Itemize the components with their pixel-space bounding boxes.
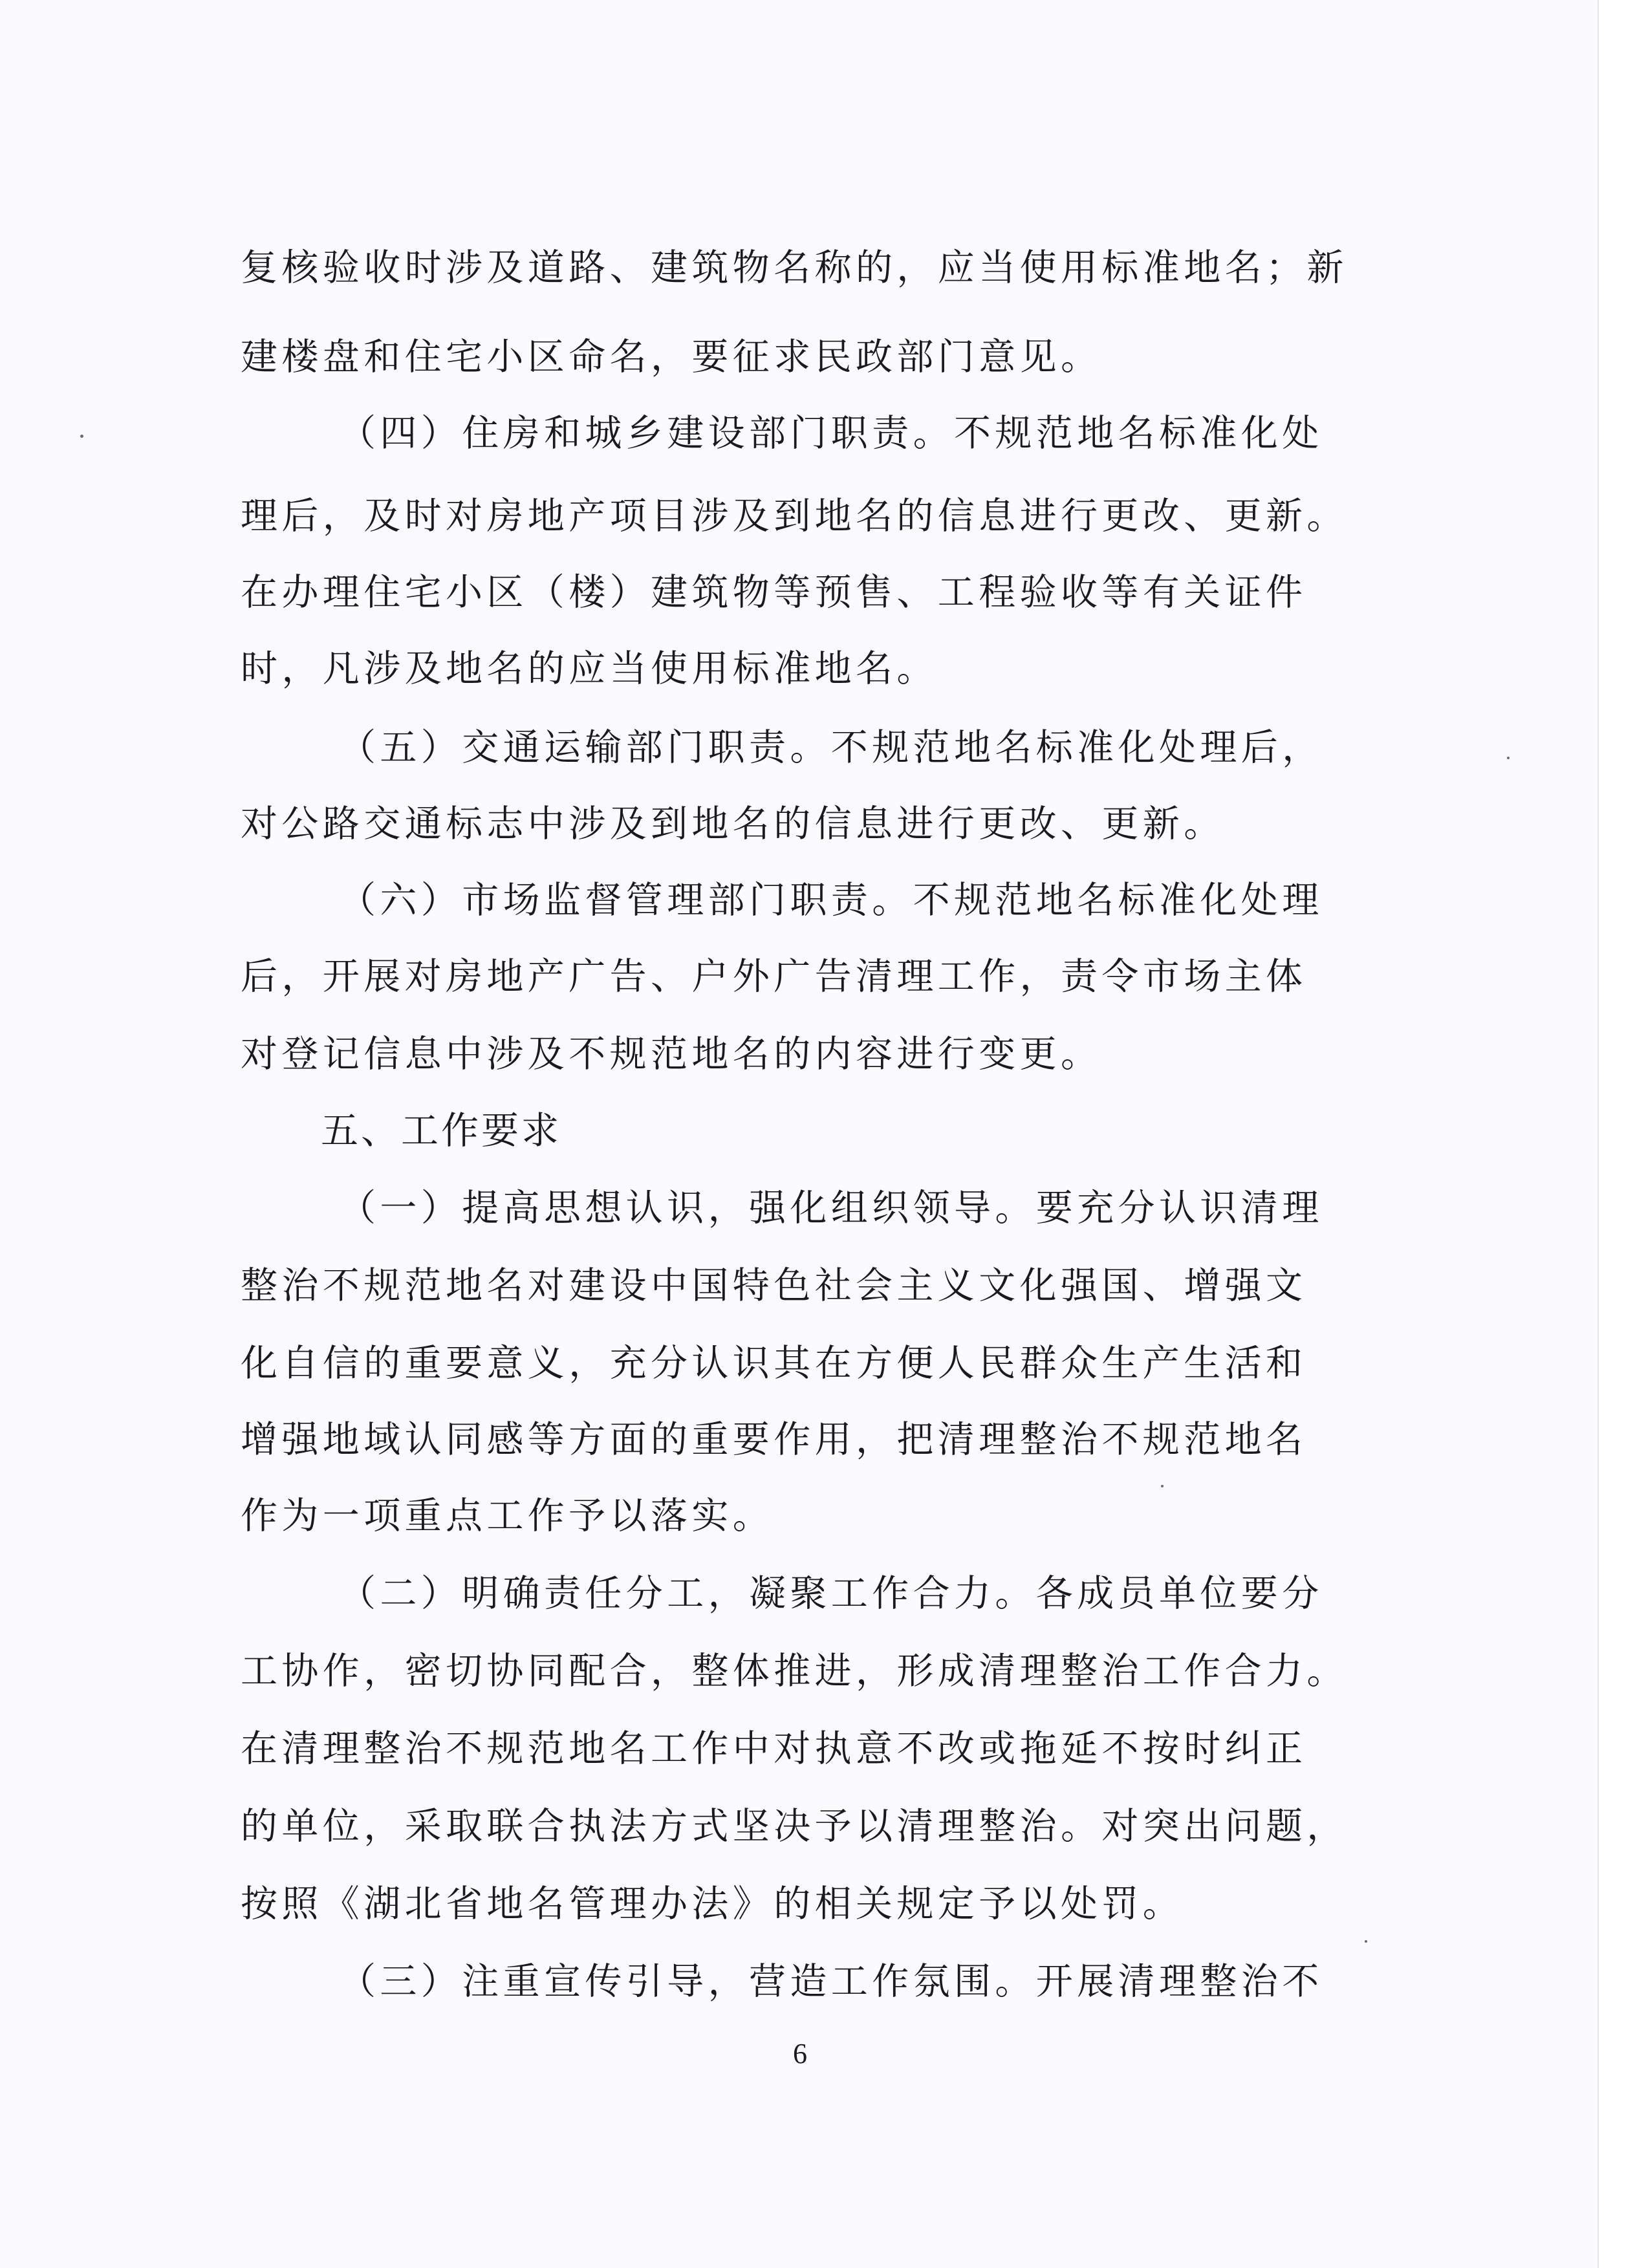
text-line: 时，凡涉及地名的应当使用标准地名。 <box>241 647 938 690</box>
text-line: 作为一项重点工作予以落实。 <box>241 1495 774 1537</box>
paragraph-start-line: （二）明确责任分工，凝聚工作合力。各成员单位要分 <box>339 1572 1323 1615</box>
text-line: 按照《湖北省地名管理办法》的相关规定予以处罚。 <box>241 1883 1184 1925</box>
scan-speck <box>1507 757 1510 759</box>
section-heading: 五、工作要求 <box>321 1108 562 1152</box>
paragraph-start-line: （五）交通运输部门职责。不规范地名标准化处理后， <box>339 726 1323 769</box>
scan-speck <box>80 435 83 438</box>
text-line: 在清理整治不规范地名工作中对执意不改或拖延不按时纠正 <box>241 1727 1307 1770</box>
text-line: 建楼盘和住宅小区命名，要征求民政部门意见。 <box>241 336 1102 378</box>
page-number: 6 <box>793 2038 807 2069</box>
text-line: 工协作，密切协同配合，整体推进，形成清理整治工作合力。 <box>241 1650 1348 1692</box>
text-line: 对登记信息中涉及不规范地名的内容进行变更。 <box>241 1033 1102 1075</box>
paragraph-start-line: （三）注重宣传引导，营造工作氛围。开展清理整治不 <box>339 1960 1323 2003</box>
text-line: 在办理住宅小区（楼）建筑物等预售、工程验收等有关证件 <box>241 571 1307 614</box>
scan-speck <box>1161 1485 1164 1487</box>
text-line: 整治不规范地名对建设中国特色社会主义文化强国、增强文 <box>241 1264 1307 1307</box>
text-line: 后，开展对房地产广告、户外广告清理工作，责令市场主体 <box>241 955 1307 998</box>
text-line: 复核验收时涉及道路、建筑物名称的，应当使用标准地名；新 <box>241 246 1348 289</box>
paragraph-start-line: （一）提高思想认识，强化组织领导。要充分认识清理 <box>339 1187 1323 1229</box>
scan-edge <box>1597 0 1635 2268</box>
text-line: 对公路交通标志中涉及到地名的信息进行更改、更新。 <box>241 803 1225 845</box>
paragraph-start-line: （六）市场监督管理部门职责。不规范地名标准化处理 <box>339 879 1323 922</box>
text-line: 化自信的重要意义，充分认识其在方便人民群众生产生活和 <box>241 1342 1307 1385</box>
text-line: 的单位，采取联合执法方式坚决予以清理整治。对突出问题， <box>241 1805 1348 1848</box>
paragraph-start-line: （四）住房和城乡建设部门职责。不规范地名标准化处 <box>339 412 1323 455</box>
scan-speck <box>1365 1940 1367 1943</box>
text-line: 理后，及时对房地产项目涉及到地名的信息进行更改、更新。 <box>241 495 1348 537</box>
text-line: 增强地域认同感等方面的重要作用，把清理整治不规范地名 <box>241 1418 1307 1461</box>
